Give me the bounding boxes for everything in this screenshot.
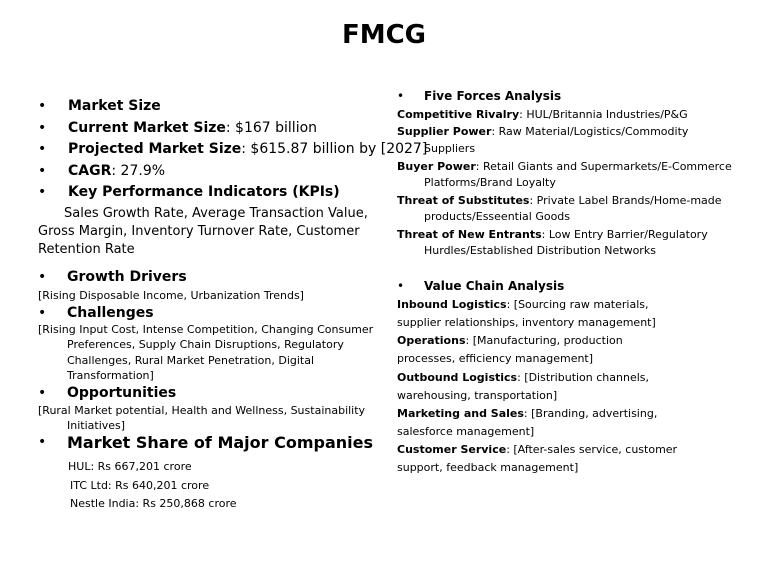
challenges-heading: Challenges bbox=[67, 305, 154, 321]
market-share-item: ITC Ltd: Rs 640,201 crore bbox=[70, 479, 210, 492]
market-share-item: HUL: Rs 667,201 crore bbox=[68, 460, 192, 473]
bullet-icon: • bbox=[38, 305, 47, 321]
chain-operations: Operations: [Manufacturing, production bbox=[397, 334, 623, 347]
opportunities-text-line: Initiatives] bbox=[67, 419, 126, 432]
opportunities-text-line: [Rural Market potential, Health and Wellness, Sustainability bbox=[38, 404, 366, 417]
current-market-size: Current Market Size: $167 billion bbox=[68, 120, 318, 136]
market-share-item: Nestle India: Rs 250,868 crore bbox=[70, 497, 237, 510]
challenges-text-line: Transformation] bbox=[67, 369, 154, 382]
bullet-icon: • bbox=[38, 98, 47, 114]
chain-customer-service-cont: support, feedback management] bbox=[397, 461, 579, 474]
force-threat-substitutes-cont: products/Esseential Goods bbox=[424, 210, 571, 223]
force-buyer-power: Buyer Power: Retail Giants and Supermarkets/E-Commerce bbox=[397, 160, 732, 173]
challenges-text-line: Preferences, Supply Chain Disruptions, Regulatory bbox=[67, 338, 344, 351]
five-forces-heading: Five Forces Analysis bbox=[424, 89, 562, 103]
slide-title: FMCG bbox=[341, 20, 427, 50]
chain-inbound-logistics: Inbound Logistics: [Sourcing raw materials, bbox=[397, 298, 649, 311]
projected-market-size: Projected Market Size: $615.87 billion by [2027] bbox=[68, 141, 428, 157]
chain-marketing-sales-cont: salesforce management] bbox=[397, 425, 535, 438]
market-share-heading: Market Share of Major Companies bbox=[67, 433, 373, 452]
chain-operations-cont: processes, efficiency management] bbox=[397, 352, 594, 365]
bullet-icon: • bbox=[38, 163, 47, 179]
bullet-icon: • bbox=[38, 141, 47, 157]
bullet-icon: • bbox=[397, 89, 405, 103]
chain-inbound-logistics-cont: supplier relationships, inventory management] bbox=[397, 316, 656, 329]
kpi-text-line: Retention Rate bbox=[38, 242, 135, 257]
market-size-heading: Market Size bbox=[68, 98, 161, 114]
cagr: CAGR: 27.9% bbox=[68, 163, 166, 179]
force-buyer-power-cont: Platforms/Brand Loyalty bbox=[424, 176, 556, 189]
bullet-icon: • bbox=[38, 120, 47, 136]
value-chain-heading: Value Chain Analysis bbox=[424, 279, 565, 293]
chain-outbound-logistics: Outbound Logistics: [Distribution channels, bbox=[397, 371, 650, 384]
opportunities-heading: Opportunities bbox=[67, 385, 177, 401]
bullet-icon: • bbox=[38, 269, 47, 285]
force-threat-substitutes: Threat of Substitutes: Private Label Brands/Home-made bbox=[397, 194, 722, 207]
force-supplier-power-cont: Suppliers bbox=[424, 142, 476, 155]
growth-drivers-heading: Growth Drivers bbox=[67, 269, 187, 285]
force-threat-new-entrants: Threat of New Entrants: Low Entry Barrier/Regulatory bbox=[397, 228, 708, 241]
kpi-heading: Key Performance Indicators (KPIs) bbox=[68, 184, 340, 200]
challenges-text-line: [Rising Input Cost, Intense Competition, Changing Consumer bbox=[38, 323, 374, 336]
force-supplier-power: Supplier Power: Raw Material/Logistics/Commodity bbox=[397, 125, 689, 138]
kpi-text-line: Sales Growth Rate, Average Transaction Value, bbox=[64, 206, 368, 221]
bullet-icon: • bbox=[397, 279, 405, 293]
chain-marketing-sales: Marketing and Sales: [Branding, advertising, bbox=[397, 407, 658, 420]
chain-outbound-logistics-cont: warehousing, transportation] bbox=[397, 389, 558, 402]
bullet-icon: • bbox=[38, 184, 47, 200]
challenges-text-line: Challenges, Rural Market Penetration, Digital bbox=[67, 354, 315, 367]
bullet-icon: • bbox=[38, 385, 47, 401]
force-competitive-rivalry: Competitive Rivalry: HUL/Britannia Industries/P&G bbox=[397, 108, 688, 121]
bullet-icon: • bbox=[38, 434, 47, 450]
growth-drivers-text: [Rising Disposable Income, Urbanization Trends] bbox=[38, 289, 304, 302]
chain-customer-service: Customer Service: [After-sales service, customer bbox=[397, 443, 678, 456]
force-threat-new-entrants-cont: Hurdles/Established Distribution Networks bbox=[424, 244, 656, 257]
kpi-text-line: Gross Margin, Inventory Turnover Rate, Customer bbox=[38, 224, 360, 239]
